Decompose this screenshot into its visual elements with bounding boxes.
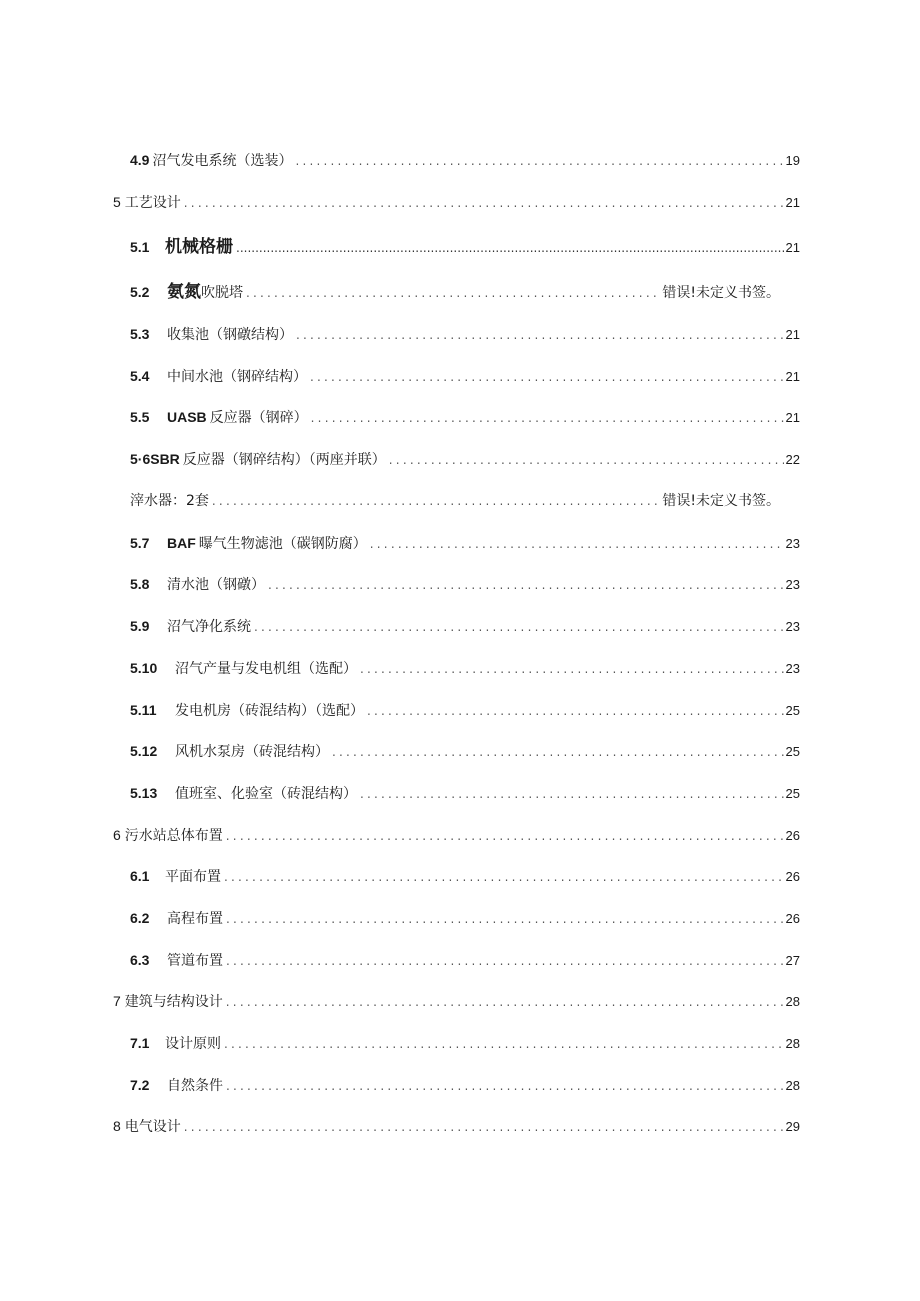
toc-number: 6.3 xyxy=(130,952,150,968)
toc-error-text: 错误!未定义书签。 xyxy=(662,493,780,509)
toc-entry[interactable] xyxy=(130,531,800,555)
toc-entry[interactable] xyxy=(113,190,800,214)
toc-title: 收集池（钢礅结构） xyxy=(167,327,293,343)
toc-title: 机械格栅 xyxy=(165,237,233,257)
toc-entry[interactable] xyxy=(113,1114,800,1138)
toc-title: 滓水器：2套 xyxy=(130,493,209,509)
toc-error-text: 错误!未定义书签。 xyxy=(662,285,780,301)
toc-entry[interactable] xyxy=(130,739,800,763)
toc-leader xyxy=(184,191,784,215)
toc-page-number: 21 xyxy=(785,410,800,425)
toc-leader xyxy=(224,865,784,889)
toc-title: 发电机房（砖混结构）（选配） xyxy=(175,703,364,719)
toc-entry[interactable] xyxy=(130,614,800,638)
toc-page-number: 21 xyxy=(785,195,800,210)
toc-number: 5.7 xyxy=(130,535,150,551)
toc-page-number: 27 xyxy=(785,953,800,968)
toc-leader xyxy=(311,406,784,430)
toc-number: 8 xyxy=(113,1118,121,1134)
toc-leader xyxy=(268,573,784,597)
toc-page-number: 23 xyxy=(785,577,800,592)
toc-page-number: 28 xyxy=(785,1078,800,1093)
toc-leader xyxy=(246,281,658,305)
toc-title: 沼气产量与发电机组（选配） xyxy=(175,661,357,677)
toc-entry[interactable] xyxy=(130,1073,800,1097)
toc-page-number: 23 xyxy=(785,536,800,551)
toc-title: 沼气发电系统（选装） xyxy=(152,153,293,169)
toc-title: 风机水泵房（砖混结构） xyxy=(175,744,329,760)
toc-leader xyxy=(370,532,784,556)
toc-title-emphasis: BAF xyxy=(167,535,196,551)
toc-title: 曝气生物滤池（碳钢防腐） xyxy=(198,536,367,552)
toc-entry[interactable] xyxy=(130,906,800,930)
toc-page-number: 29 xyxy=(785,1119,800,1134)
toc-leader xyxy=(226,907,784,931)
toc-leader xyxy=(236,236,784,260)
toc-number: 5 xyxy=(113,194,121,210)
toc-entry[interactable] xyxy=(130,656,800,680)
toc-number: 5.1 xyxy=(130,239,150,255)
toc-number: 6.2 xyxy=(130,910,150,926)
toc-title: 反应器（钢碎结构）（两座并联） xyxy=(182,452,386,468)
toc-title: 设计原则 xyxy=(165,1036,221,1052)
toc-entry[interactable] xyxy=(130,698,800,722)
toc-page-number: 21 xyxy=(785,327,800,342)
toc-leader xyxy=(296,323,784,347)
toc-number: 5.13 xyxy=(130,785,158,801)
toc-number: 4.9 xyxy=(130,152,150,168)
toc-leader xyxy=(212,489,658,513)
toc-number: 5.9 xyxy=(130,618,150,634)
toc-entry[interactable] xyxy=(113,989,800,1013)
toc-entry[interactable] xyxy=(130,405,800,429)
toc-page-number: 21 xyxy=(785,369,800,384)
toc-title-emphasis: UASB xyxy=(167,409,207,425)
toc-title-group xyxy=(167,405,311,430)
toc-title: 自然条件 xyxy=(167,1078,223,1094)
toc-page-number: 25 xyxy=(785,786,800,801)
toc-entry[interactable] xyxy=(130,864,800,888)
toc-title: 高程布置 xyxy=(167,911,223,927)
toc-leader xyxy=(367,699,784,723)
toc-title: 电气设计 xyxy=(124,1119,181,1135)
toc-number: 5.12 xyxy=(130,743,158,759)
toc-title-group xyxy=(167,531,370,556)
toc-page-number: 22 xyxy=(785,452,800,467)
toc-title: 管道布置 xyxy=(167,953,223,969)
toc-number: 5·6SBR xyxy=(130,451,180,467)
toc-title: 反应器（钢碎） xyxy=(209,410,308,426)
toc-leader xyxy=(295,149,783,173)
toc-leader xyxy=(226,824,784,848)
toc-page-number: 23 xyxy=(785,619,800,634)
toc-title-emphasis: 氨氮 xyxy=(167,282,201,302)
toc-number: 5.8 xyxy=(130,576,150,592)
toc-page-number: 28 xyxy=(785,1036,800,1051)
toc-page-number: 26 xyxy=(785,869,800,884)
toc-number: 5.2 xyxy=(130,284,150,300)
toc-page-number: 21 xyxy=(785,240,800,255)
toc-number: 5.11 xyxy=(130,702,157,718)
toc-title-group xyxy=(167,280,246,305)
toc-title: 值班室、化验室（砖混结构） xyxy=(175,786,357,802)
toc-number: 7.1 xyxy=(130,1035,150,1051)
toc-leader xyxy=(254,615,784,639)
toc-leader xyxy=(184,1115,784,1139)
toc-title: 平面布置 xyxy=(165,869,221,885)
toc-number: 5.10 xyxy=(130,660,158,676)
toc-title: 中间水池（钢碎结构） xyxy=(167,369,307,385)
toc-number: 6.1 xyxy=(130,868,150,884)
toc-entry[interactable] xyxy=(130,280,780,304)
toc-title: 工艺设计 xyxy=(124,195,181,211)
toc-entry[interactable] xyxy=(113,823,800,847)
toc-title: 污水站总体布置 xyxy=(124,828,223,844)
toc-number: 7 xyxy=(113,993,121,1009)
toc-page-number: 23 xyxy=(785,661,800,676)
toc-leader xyxy=(360,782,784,806)
toc-page-number: 28 xyxy=(785,994,800,1009)
toc-entry[interactable] xyxy=(130,322,800,346)
toc-leader xyxy=(226,1074,784,1098)
toc-title: 吹脱塔 xyxy=(201,285,243,301)
toc-title: 建筑与结构设计 xyxy=(124,994,223,1010)
toc-title: 沼气净化系统 xyxy=(167,619,251,635)
toc-leader xyxy=(389,448,784,472)
toc-number: 5.3 xyxy=(130,326,150,342)
toc-entry[interactable] xyxy=(130,781,800,805)
toc-entry[interactable] xyxy=(130,948,800,972)
toc-entry[interactable] xyxy=(130,1031,800,1055)
toc-leader xyxy=(224,1032,784,1056)
toc-leader xyxy=(332,740,784,764)
toc-entry[interactable] xyxy=(130,489,780,513)
toc-entry[interactable] xyxy=(130,447,800,471)
toc-leader xyxy=(226,990,784,1014)
toc-leader xyxy=(360,657,784,681)
toc-page-number: 19 xyxy=(785,153,800,168)
toc-entry[interactable] xyxy=(130,572,800,596)
toc-number: 7.2 xyxy=(130,1077,150,1093)
toc-page-number: 25 xyxy=(785,744,800,759)
toc-page-number: 26 xyxy=(785,828,800,843)
toc-page-number: 25 xyxy=(785,703,800,718)
toc-entry[interactable] xyxy=(130,235,800,259)
toc-number: 5.4 xyxy=(130,368,150,384)
toc-title: 清水池（钢礅） xyxy=(167,577,265,593)
toc-entry[interactable] xyxy=(130,148,800,172)
toc-entry[interactable] xyxy=(130,364,800,388)
toc-leader xyxy=(310,365,784,389)
toc-number: 5.5 xyxy=(130,409,150,425)
toc-page-number: 26 xyxy=(785,911,800,926)
toc-number: 6 xyxy=(113,827,121,843)
toc-leader xyxy=(226,949,784,973)
